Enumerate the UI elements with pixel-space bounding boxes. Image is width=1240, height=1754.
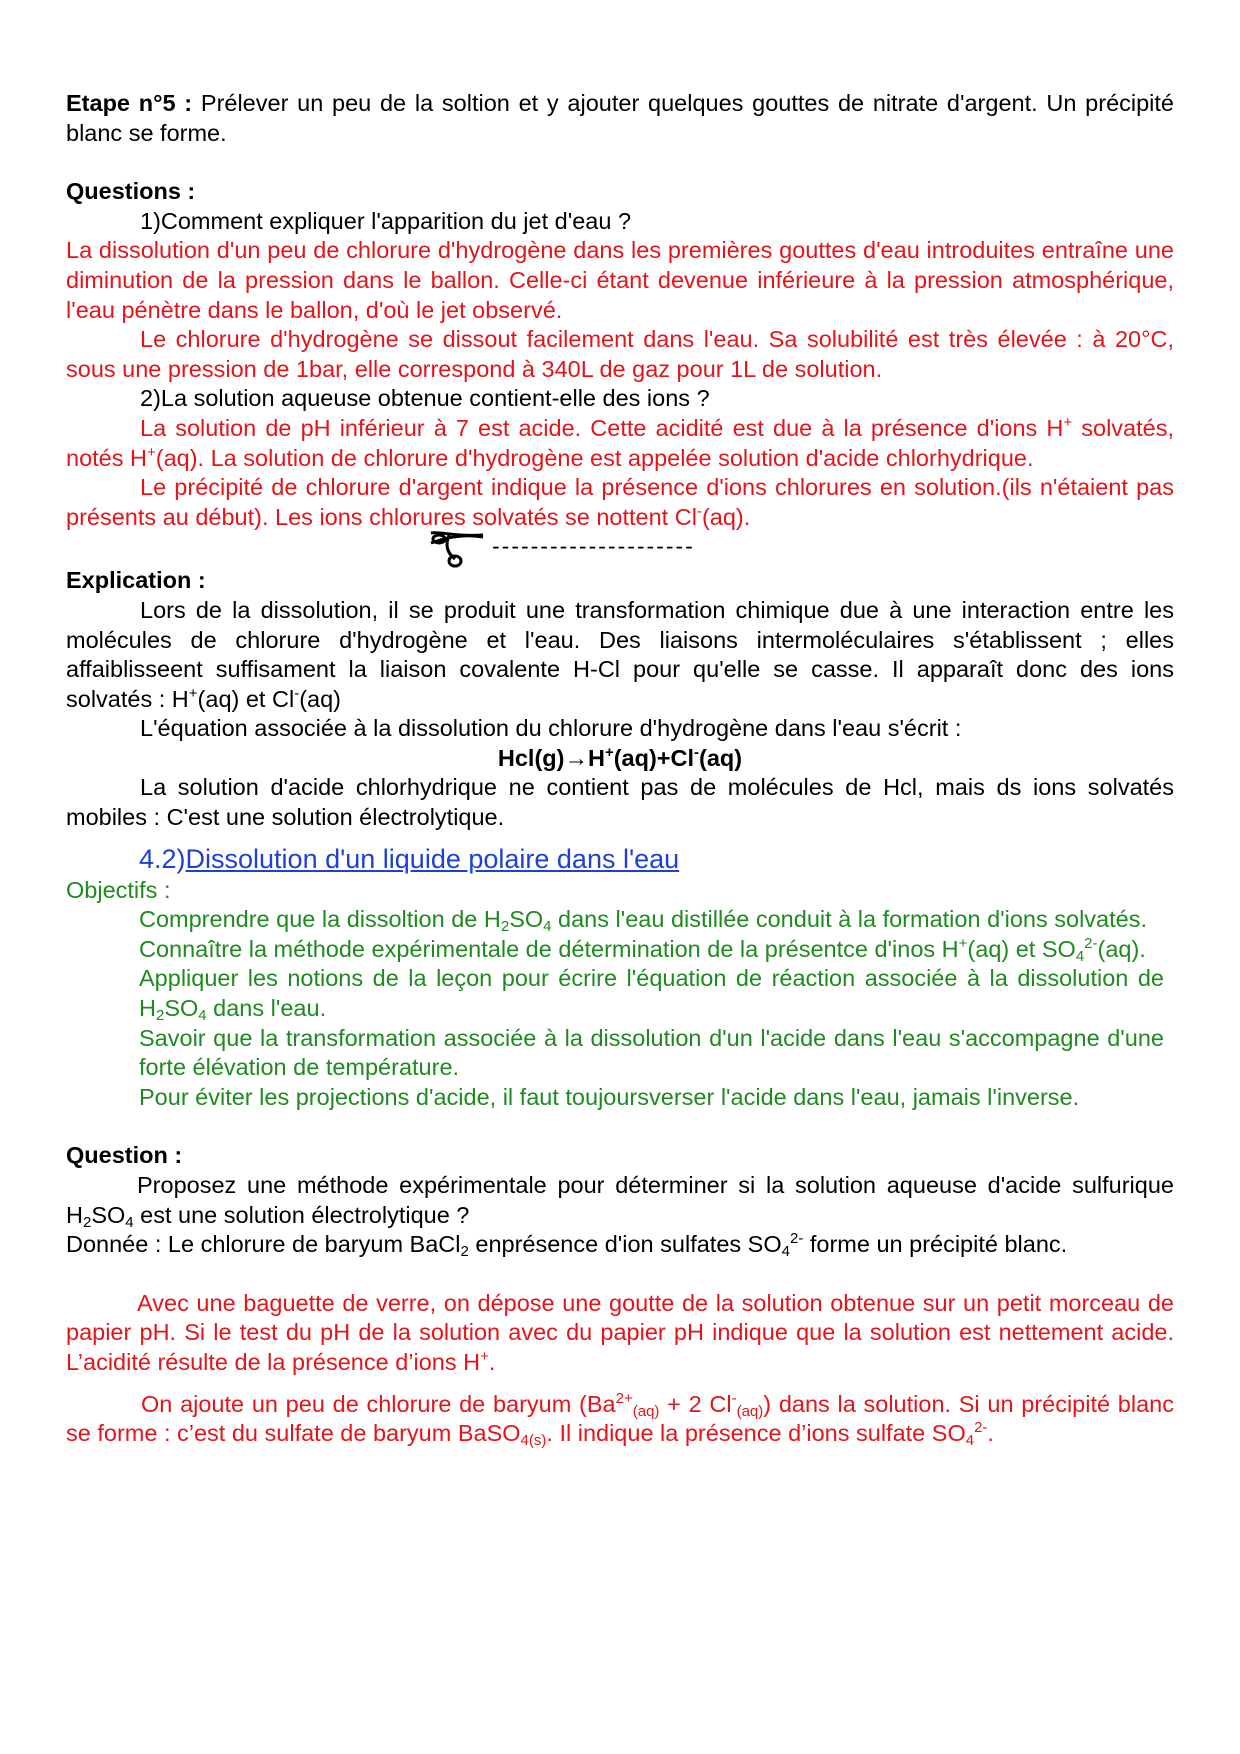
answer-2-paragraph-2: Le précipité de chlorure d'argent indique la présence d'ions chlorures en solution.(ils n'étaient pas présents au début). Les ions chlorures solvatés se nottent Cl-(aq). — [66, 474, 1174, 530]
document-page — [66, 89, 1174, 1449]
explication-paragraph-1: Lors de la dissolution, il se produit une transformation chimique due à une interaction entre les molécules de chlorure d'hydrogène et l'eau. Des liaisons intermoléculaires s'établissent ; elles affaiblisseent suffisament la liaison covalente H-Cl pour qu'elle se casse. Il apparaît donc des ions solvatés : H+(aq) et Cl-(aq) — [66, 596, 1174, 712]
questions-heading: Questions : — [66, 178, 196, 205]
explication-heading: Explication : — [66, 567, 206, 594]
explication-paragraph-2: L'équation associée à la dissolution du chlorure d'hydrogène dans l'eau s'écrit : — [140, 715, 962, 742]
section-title — [139, 842, 1174, 876]
explication-paragraph-3: La solution d'acide chlorhydrique ne contient pas de molécules de Hcl, mais ds ions solvatés mobiles : C'est une solution électrolytique. — [66, 774, 1174, 831]
objectif-4: Savoir que la transformation associée à la dissolution d'un l'acide dans l'eau s'accompagne d'une forte élévation de température. — [139, 1024, 1164, 1081]
objectif-1: Comprendre que la dissoltion de $H_2SO_4$ dans l'eau distillée conduit à la formation d'ions solvatés. — [139, 906, 1148, 936]
answer-2-paragraph-1: La solution de pH inférieur à 7 est acide. Cette acidité est due à la présence d'ions H+ solvatés, notés H+(aq). La solution de chlorure d'hydrogène est appelée solution d'acide chlorhydrique. — [66, 413, 1174, 471]
objectif-5: Pour éviter les projections d'acide, il faut toujoursverser l'acide dans l'eau, jamais l'inverse. — [139, 1083, 1080, 1110]
etape-5 — [66, 89, 1174, 148]
cut-line: --------------------- — [492, 533, 695, 560]
question-paragraph: Proposez une méthode expérimentale pour déterminer si la solution aqueuse d'acide sulfurique $H_2SO_4$ est une solution électrolytique ? — [66, 1172, 1174, 1231]
reponse-paragraph-2: On ajoute un peu de chlorure de baryum ($Ba^{2+}_{(aq)} + 2$ $Cl^-_{(aq)}$) dans la solution. Si un précipité blanc se forme : c’est du sulfate de baryum BaSO$_{4(s)}$. Il indique la présence d’ions sulfate $SO_4^{2-}$. — [66, 1389, 1174, 1450]
scissors-icon — [425, 525, 489, 569]
question-2: 2)La solution aqueuse obtenue contient-elle des ions ? — [140, 385, 710, 412]
question-1: 1)Comment expliquer l'apparition du jet d'eau ? — [140, 207, 632, 234]
answer-1-paragraph-2: Le chlorure d'hydrogène se dissout facilement dans l'eau. Sa solubilité est très élevée : à 20°C, sous une pression de 1bar, elle correspond à 340L de gaz pour 1L de solution. — [66, 326, 1174, 382]
donnee: Donnée : Le chlorure de baryum BaCl$_2$ enprésence d'ion sulfates $SO_4^{2-}$ forme un précipité blanc. — [66, 1230, 1068, 1261]
question-heading: Question : — [66, 1142, 183, 1169]
cut-separator — [66, 532, 1174, 566]
dissolution-equation: Hcl(g)→H+(aq)+Cl-(aq) — [497, 743, 743, 771]
etape-5-label: Etape n°5 : — [66, 90, 193, 116]
reponse-paragraph-1: Avec une baguette de verre, on dépose une goutte de la solution obtenue sur un petit morceau de papier pH. Si le test du pH de la solution avec du papier pH indique que la solution est nettement acide. L’acidité résulte de la présence d’ions H+. — [66, 1289, 1174, 1375]
objectif-2: Connaître la méthode expérimentale de détermination de la présentce d'inos H+(aq) et $SO_4^{2-}(aq)$. — [139, 934, 1146, 965]
section-number: 4.2) — [139, 843, 186, 874]
section-title-link[interactable]: Dissolution d'un liquide polaire dans l'eau — [185, 843, 680, 874]
objectifs-heading: Objectifs : — [66, 876, 171, 903]
objectif-3: Appliquer les notions de la leçon pour écrire l'équation de réaction associée à la dissolution de $H_2SO_4$ dans l'eau. — [139, 965, 1164, 1025]
answer-1-paragraph-1: La dissolution d'un peu de chlorure d'hydrogène dans les premières gouttes d'eau introduites entraîne une diminution de la pression dans le ballon. Celle-ci étant devenue inférieure à la pression atmosphérique, l'eau pénètre dans le ballon, d'où le jet observé. — [66, 237, 1174, 323]
etape-5-text: Prélever un peu de la soltion et y ajouter quelques gouttes de nitrate d'argent. Un précipité blanc se forme. — [66, 90, 1174, 146]
